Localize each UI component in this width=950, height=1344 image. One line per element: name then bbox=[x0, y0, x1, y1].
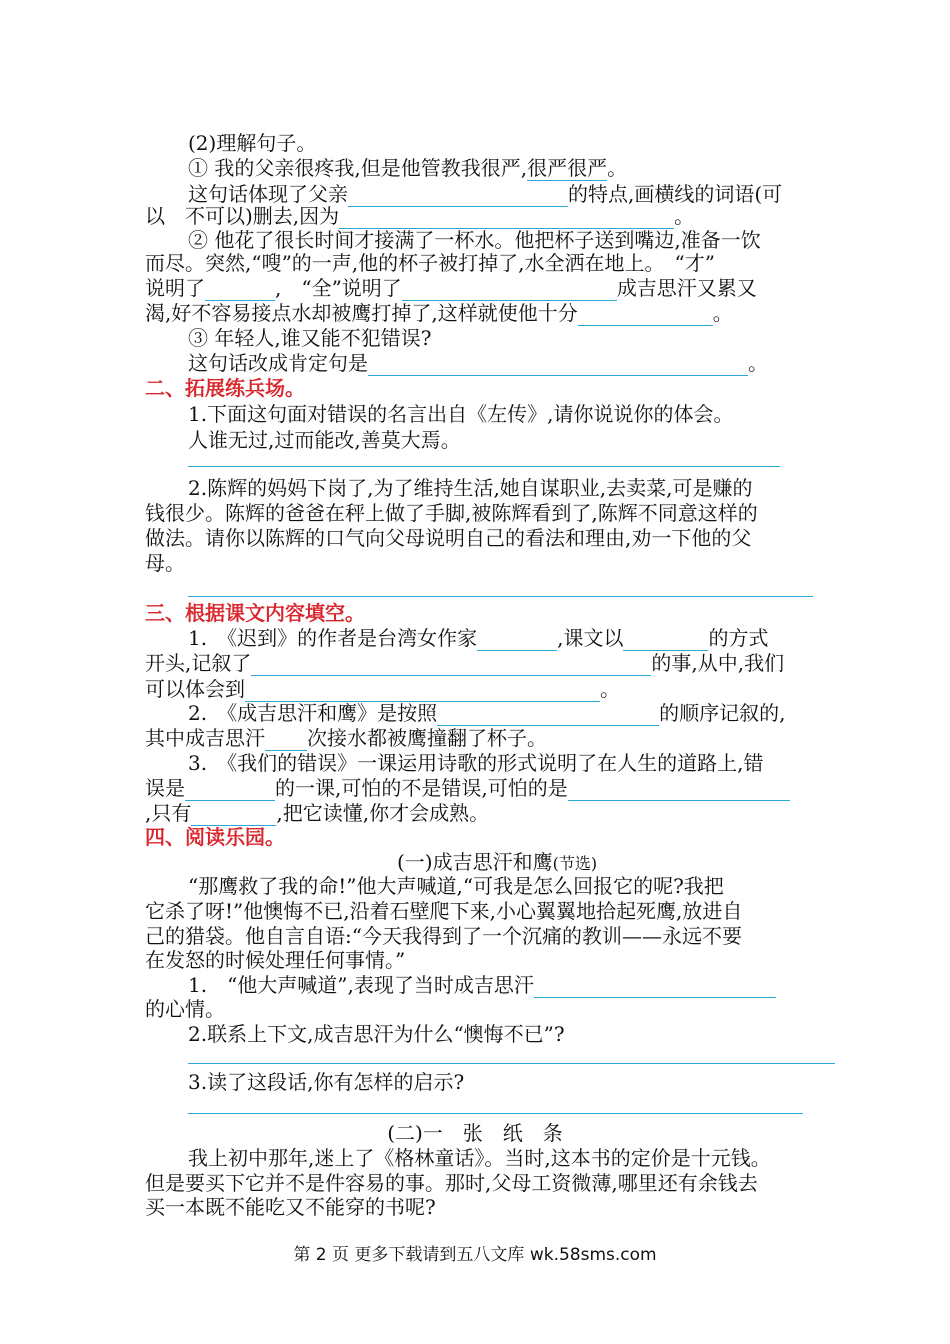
sec3-q1-line3: 可以体会到 。 bbox=[145, 677, 620, 701]
answer-line[interactable] bbox=[188, 1063, 835, 1064]
sec3-q1: 1. 《迟到》的作者是台湾女作家 ,课文以 的方式 bbox=[188, 626, 769, 650]
answer-blank[interactable] bbox=[245, 681, 600, 702]
passage-1-line4: 在发怒的时候处理任何事情。” bbox=[145, 948, 406, 972]
section-3-title: 三、根据课文内容填空。 bbox=[145, 601, 365, 625]
q2-heading: (2)理解句子。 bbox=[188, 131, 317, 155]
sec2-q1: 1.下面这句面对错误的名言出自《左传》,请你说说你的体会。 bbox=[188, 402, 734, 426]
sec2-q2-line2: 钱很少。陈辉的爸爸在秤上做了手脚,被陈辉看到了,陈辉不同意这样的 bbox=[145, 501, 758, 525]
reading-q2: 2.联系上下文,成吉思汗为什么“懊悔不已”? bbox=[188, 1022, 565, 1046]
answer-blank[interactable] bbox=[368, 355, 748, 376]
passage-1-title: (一)成吉思汗和鹰(节选) bbox=[397, 850, 598, 874]
sec3-q2-line2: 其中成吉思汗 次接水都被鹰撞翻了杯子。 bbox=[145, 726, 547, 750]
answer-blank[interactable] bbox=[437, 705, 659, 726]
passage-1-line1: “那鹰救了我的命!”他大声喊道,“可我是怎么回报它的呢?我把 bbox=[188, 874, 724, 898]
answer-line[interactable] bbox=[188, 1113, 803, 1114]
passage-2-line1: 我上初中那年,迷上了《格林童话》。当时,这本书的定价是十元钱。 bbox=[188, 1146, 771, 1170]
answer-blank[interactable] bbox=[205, 280, 275, 301]
reading-q1-cont: 的心情。 bbox=[145, 997, 225, 1021]
q2-s2-question-cont: 渴,好不容易接点水却被鹰打掉了,这样就使他十分 。 bbox=[145, 301, 733, 325]
answer-blank[interactable] bbox=[402, 280, 617, 301]
sec3-q3-line2: 误是 的一课,可怕的不是错误,可怕的是 bbox=[145, 775, 790, 801]
sec3-q2: 2. 《成吉思汗和鹰》是按照 的顺序记叙的, bbox=[188, 701, 786, 725]
answer-blank[interactable] bbox=[265, 730, 307, 751]
section-2-title: 二、拓展练兵场。 bbox=[145, 376, 305, 400]
answer-blank[interactable] bbox=[191, 805, 276, 826]
q2-sentence-1: ① 我的父亲很疼我,但是他管教我很严,很严很严。 bbox=[188, 156, 628, 180]
reading-q3: 3.读了这段话,你有怎样的启示? bbox=[188, 1070, 465, 1094]
answer-blank[interactable] bbox=[185, 780, 275, 801]
section-4-title: 四、阅读乐园。 bbox=[145, 825, 285, 849]
q2-sentence-2-cont: 而尽。突然,“嗖”的一声,他的杯子被打掉了,水全洒在地上。 “才” bbox=[145, 251, 715, 275]
q2-s1-question-cont: 以 不可以)删去,因为 。 bbox=[145, 204, 695, 228]
answer-blank[interactable] bbox=[339, 208, 674, 229]
q2-s2-question: 说明了 , “全”说明了 成吉思汗又累又 bbox=[145, 276, 757, 300]
answer-blank[interactable] bbox=[623, 630, 708, 651]
sec3-q3: 3. 《我们的错误》一课运用诗歌的形式说明了在人生的道路上,错 bbox=[188, 751, 764, 775]
answer-blank[interactable] bbox=[534, 977, 776, 998]
underlined-words: 很严很严 bbox=[527, 156, 608, 180]
answer-line[interactable] bbox=[188, 466, 780, 467]
sec2-quote: 人谁无过,过而能改,善莫大焉。 bbox=[188, 428, 461, 452]
sec3-q1-line2: 开头,记叙了 的事,从中,我们 bbox=[145, 651, 785, 675]
passage-2-title: (二)一 张 纸 条 bbox=[387, 1121, 563, 1145]
passage-2-line2: 但是要买下它并不是件容易的事。那时,父母工资微薄,哪里还有余钱去 bbox=[145, 1171, 758, 1195]
q2-s1-question: 这句话体现了父亲 的特点,画横线的词语(可 bbox=[188, 182, 783, 206]
answer-blank[interactable] bbox=[251, 655, 651, 676]
passage-1-line3: 己的猎袋。他自言自语:“今天我得到了一个沉痛的教训——永远不要 bbox=[145, 924, 742, 948]
sec2-q2: 2.陈辉的妈妈下岗了,为了维持生活,她自谋职业,去卖菜,可是赚的 bbox=[188, 476, 753, 500]
page-footer: 第 2 页 更多下载请到五八文库 wk.58sms.com bbox=[293, 1245, 657, 1265]
q2-s3-question: 这句话改成肯定句是 。 bbox=[188, 351, 768, 375]
q2-sentence-3: ③ 年轻人,谁又能不犯错误? bbox=[188, 326, 432, 350]
reading-q1: 1. “他大声喊道”,表现了当时成吉思汗 bbox=[188, 972, 776, 998]
answer-blank[interactable] bbox=[477, 630, 557, 651]
sec2-q2-line4: 母。 bbox=[145, 551, 185, 575]
passage-2-line3: 买一本既不能吃又不能穿的书呢? bbox=[145, 1195, 436, 1219]
sec3-q3-line3: ,只有 ,把它读懂,你才会成熟。 bbox=[145, 801, 490, 825]
answer-blank[interactable] bbox=[578, 305, 713, 326]
sec2-q2-line3: 做法。请你以陈辉的口气向父母说明自己的看法和理由,劝一下他的父 bbox=[145, 526, 752, 550]
answer-line[interactable] bbox=[188, 596, 813, 597]
passage-1-line2: 它杀了呀!”他懊悔不已,沿着石壁爬下来,小心翼翼地拾起死鹰,放进自 bbox=[145, 899, 743, 923]
answer-blank[interactable] bbox=[568, 780, 790, 801]
q2-sentence-2: ② 他花了很长时间才接满了一杯水。他把杯子送到嘴边,准备一饮 bbox=[188, 228, 761, 252]
